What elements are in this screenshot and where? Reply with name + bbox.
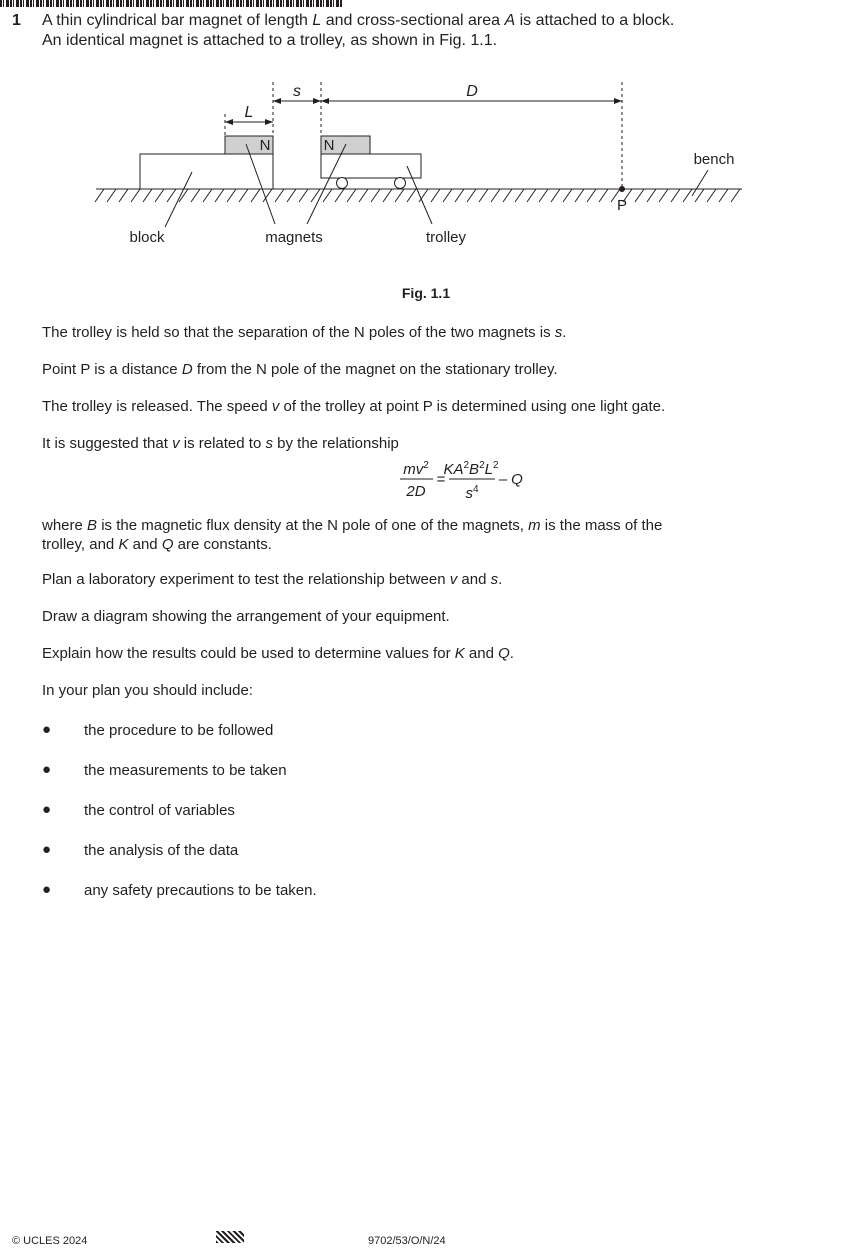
hatch-line	[587, 189, 596, 202]
hatch-line	[95, 189, 104, 202]
hatch-line	[707, 189, 716, 202]
hatch-line	[443, 189, 452, 202]
svg-text:s4: $s^4$	[465, 484, 479, 502]
svg-text:=: =	[436, 471, 446, 488]
hatch-line	[155, 189, 164, 202]
qr-code-icon	[216, 1231, 244, 1243]
hatch-line	[695, 189, 704, 202]
hatch-line	[407, 189, 416, 202]
trolley-body	[321, 154, 421, 178]
hatch-line	[671, 189, 680, 202]
label-N-block: N	[259, 137, 271, 154]
hatch-line	[203, 189, 212, 202]
hatch-line	[251, 189, 260, 202]
hatch-line	[539, 189, 548, 202]
paragraph-release: The trolley is released. The speed v of the trolley at point P is determined using one light gate.	[42, 398, 666, 415]
trolley-wheel-left	[337, 178, 348, 189]
bullet-dot-icon: ●	[42, 721, 52, 738]
svg-text:mv2: $mv^2$	[403, 460, 429, 478]
svg-text:2D: 2D	[406, 483, 426, 500]
hatch-line	[455, 189, 464, 202]
svg-text:–: –	[498, 471, 508, 488]
hatch-line	[719, 189, 728, 202]
leader-bench	[692, 170, 708, 196]
question-number: 1	[12, 12, 21, 29]
paragraph-where: where B is the magnetic flux density at the N pole of one of the magnets, m is the mass of the trolley, and K and Q are constants.	[42, 517, 663, 553]
hatch-line	[467, 189, 476, 202]
hatch-line	[731, 189, 740, 202]
block-body	[140, 154, 273, 189]
hatch-line	[347, 189, 356, 202]
label-L: L	[244, 104, 254, 121]
hatch-line	[599, 189, 608, 202]
hatch-line	[491, 189, 500, 202]
leader-magnets-1	[246, 144, 275, 224]
bullet-dot-icon: ●	[42, 881, 52, 898]
hatch-line	[335, 189, 344, 202]
hatch-line	[503, 189, 512, 202]
hatch-line	[563, 189, 572, 202]
hatch-line	[395, 189, 404, 202]
paragraph-include: In your plan you should include:	[42, 682, 253, 699]
hatch-line	[143, 189, 152, 202]
hatch-line	[299, 189, 308, 202]
hatch-line	[575, 189, 584, 202]
hatch-line	[359, 189, 368, 202]
label-s: s	[293, 83, 301, 100]
hatch-line	[107, 189, 116, 202]
equation	[396, 456, 526, 506]
footer-paper-code: 9702/53/O/N/24	[368, 1235, 446, 1247]
svg-text:KA2B2L2: $KA^2B^2L^2$	[443, 460, 499, 478]
paragraph-explain: Explain how the results could be used to determine values for K and Q.	[42, 645, 514, 662]
hatch-line	[371, 189, 380, 202]
hatch-line	[227, 189, 236, 202]
hatch-line	[431, 189, 440, 202]
hatch-line	[419, 189, 428, 202]
hatch-line	[119, 189, 128, 202]
label-bench: bench	[693, 151, 735, 168]
leader-trolley	[407, 166, 432, 224]
hatch-line	[191, 189, 200, 202]
hatch-line	[323, 189, 332, 202]
question-intro: A thin cylindrical bar magnet of length L and cross-sectional area A is attached to a block. An identical magnet is attached to a trolley, as shown in Fig. 1.1.	[42, 12, 675, 49]
paragraph-plan: Plan a laboratory experiment to test the relationship between v and s.	[42, 571, 503, 588]
hatch-line	[551, 189, 560, 202]
footer-copyright: © UCLES 2024	[12, 1235, 88, 1247]
label-magnets: magnets	[265, 229, 323, 246]
top-barcode	[0, 0, 342, 7]
hatch-line	[239, 189, 248, 202]
label-N-trolley: N	[323, 137, 335, 154]
hatch-line	[275, 189, 284, 202]
hatch-line	[647, 189, 656, 202]
point-P	[619, 186, 625, 192]
label-D: D	[466, 83, 478, 100]
paragraph-separation: The trolley is held so that the separation of the N poles of the two magnets is s.	[42, 324, 567, 341]
hatch-line	[215, 189, 224, 202]
hatch-line	[515, 189, 524, 202]
hatch-line	[635, 189, 644, 202]
hatch-line	[383, 189, 392, 202]
paragraph-point-P: Point P is a distance D from the N pole of the magnet on the stationary trolley.	[42, 361, 558, 378]
label-block: block	[129, 229, 165, 246]
label-trolley: trolley	[425, 229, 467, 246]
hatch-line	[479, 189, 488, 202]
figure-caption: Fig. 1.1	[401, 285, 451, 301]
bullet-dot-icon: ●	[42, 801, 52, 818]
bullet-dot-icon: ●	[42, 841, 52, 858]
hatch-line	[527, 189, 536, 202]
paragraph-diagram: Draw a diagram showing the arrangement of your equipment.	[42, 608, 450, 625]
svg-text:Q: Q	[511, 471, 523, 488]
trolley-wheel-right	[395, 178, 406, 189]
hatch-line	[287, 189, 296, 202]
bullet-dot-icon: ●	[42, 761, 52, 778]
label-P: P	[616, 197, 628, 214]
hatch-line	[683, 189, 692, 202]
hatch-line	[131, 189, 140, 202]
hatch-line	[659, 189, 668, 202]
hatch-line	[167, 189, 176, 202]
figure-1-1	[0, 74, 852, 274]
paragraph-relationship: It is suggested that v is related to s by the relationship	[42, 435, 399, 452]
